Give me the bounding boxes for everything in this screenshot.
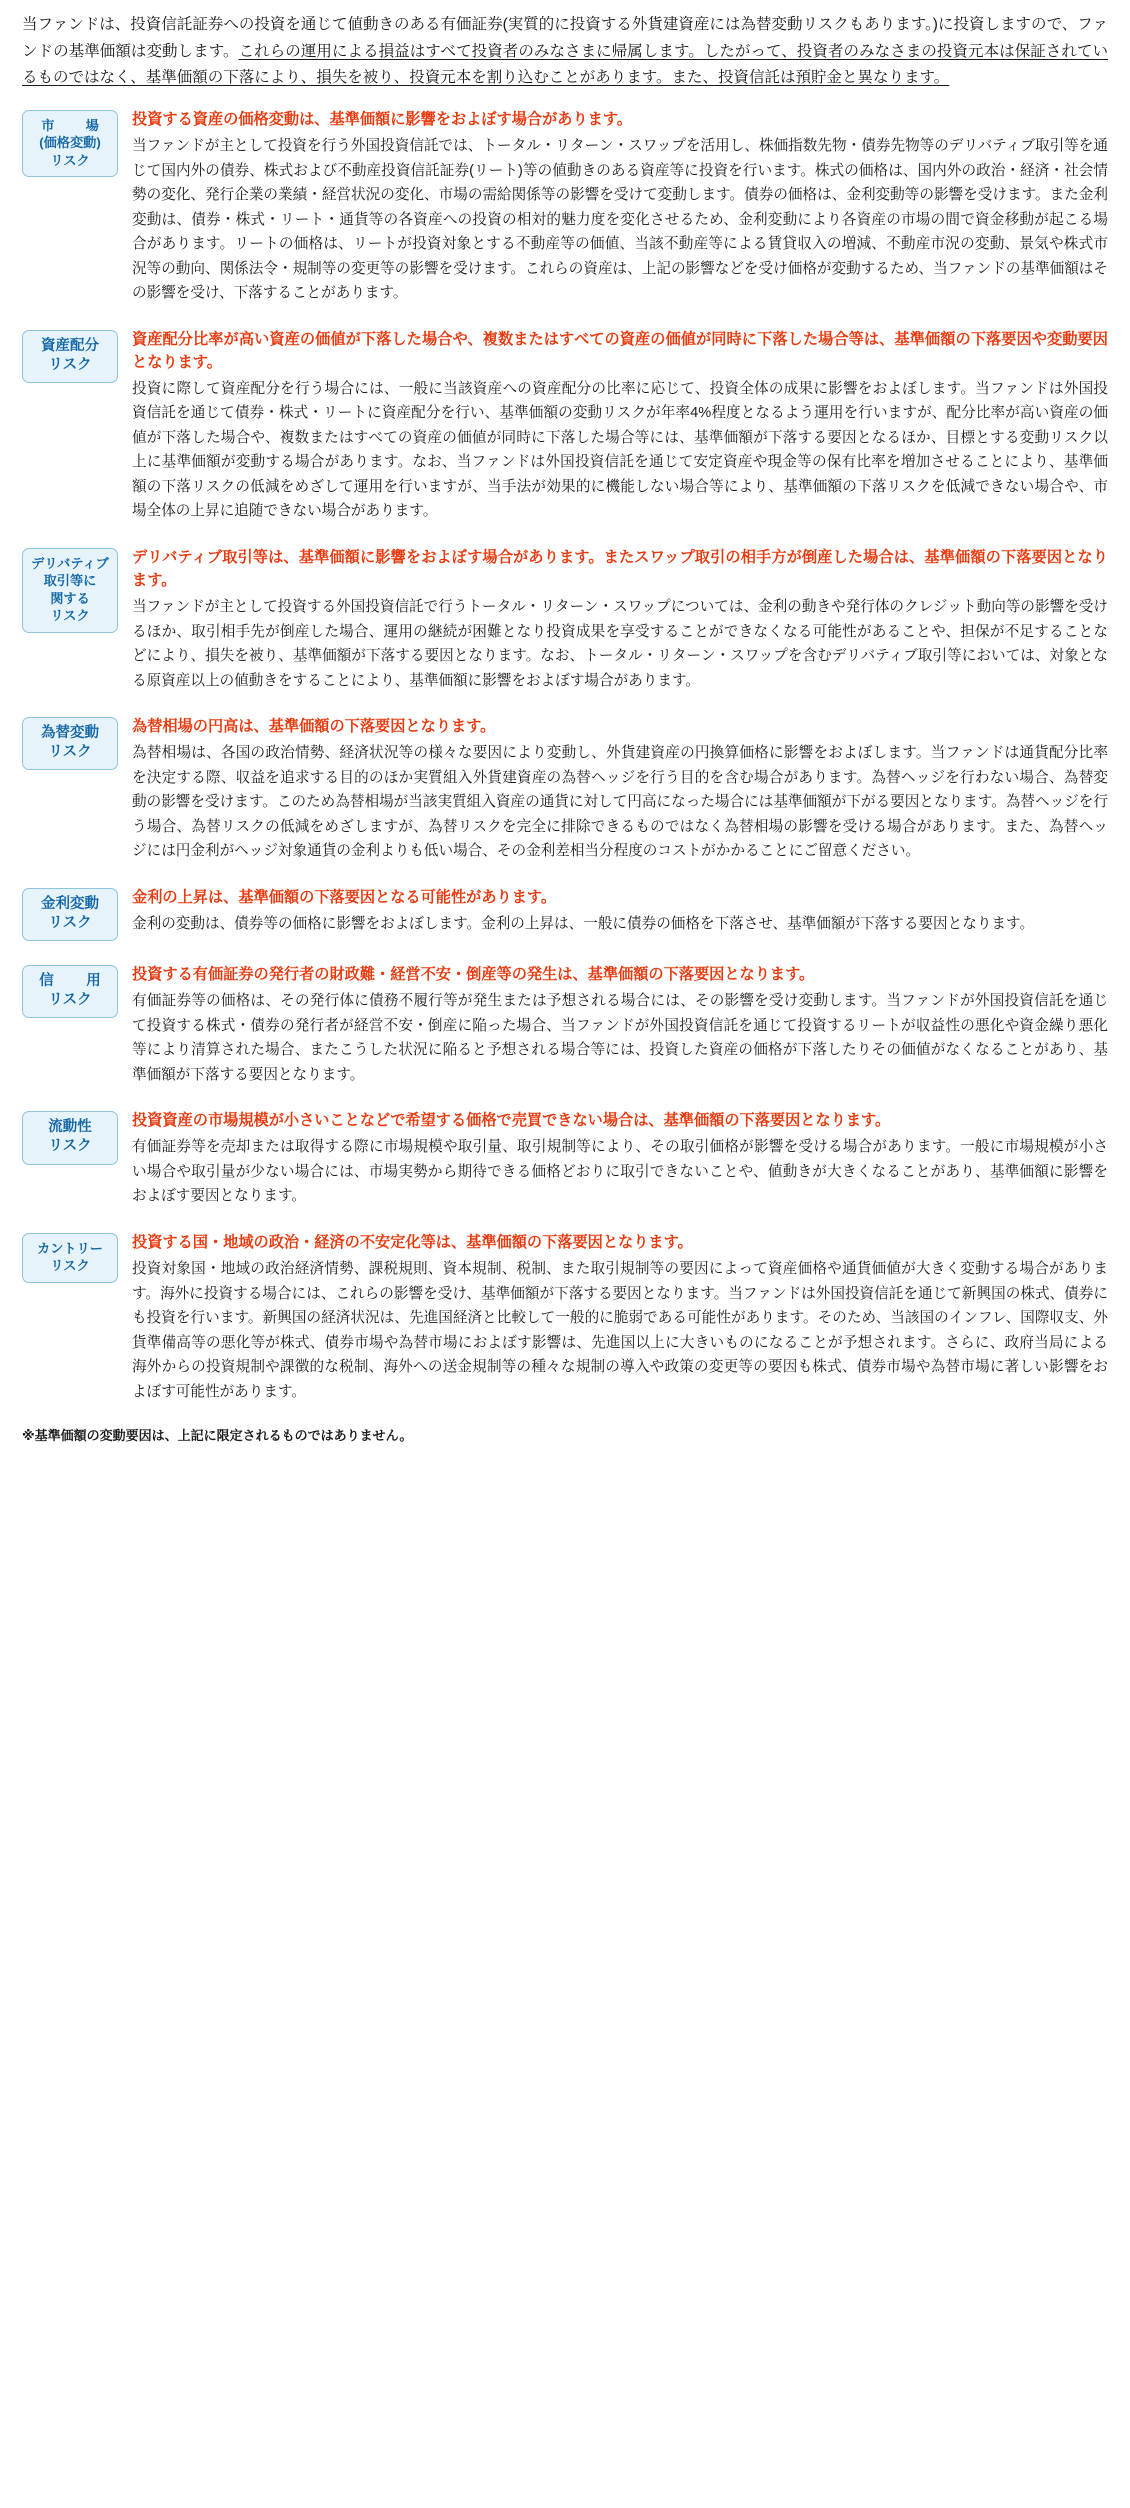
risk-description: 当ファンドが主として投資を行う外国投資信託では、トータル・リターン・スワップを活用し、株価指数先物・債券先物等のデリバティブ取引等を通じて国内外の債券、株式および不動産投資信託証券(リート)等の値動きのある資産等に投資を行います。株式の価格は、国内外の政治・経済・社会情勢の変化、発行企業の業績・経営状況の変化、市場の需給関係等の影響を受けて変動します。債券の価格は、金利変動等の影響を受けます。また金利変動は、債券・株式・リート・通貨等の各資産への投資の相対的魅力度を変化させるため、金利変動により各資産の市場の間で資金移動が起こる場合があります。リートの価格は、リートが投資対象とする不動産等の価値、当該不動産等による賃貸収入の増減、不動産市況の変動、景気や株式市況等の動向、関係法令・規制等の変更等の影響を受けます。これらの資産は、上記の影響などを受け価格が変動するため、当ファンドの基準価額はその影響を受け、下落することがあります。 [132,138,1108,302]
risk-tag-line: リスク [48,744,92,761]
risk-tag-interest-rate [22,888,118,941]
risk-tag-derivatives [22,548,118,633]
risk-item-interest-rate [22,886,1108,941]
risk-tag-line: リスク [50,608,90,624]
risk-item-country [22,1231,1108,1404]
risk-tag-market [22,110,118,177]
risk-tag-line: 信 用 [39,973,110,990]
footnote: ※基準価額の変動要因は、上記に限定されるものではありません。 [22,1428,413,1444]
risk-tag-asset-allocation [22,330,118,383]
risk-tag-line: 金利変動 [41,895,99,912]
risk-description: 為替相場は、各国の政治情勢、経済状況等の様々な要因により変動し、外貨建資産の円換算価格に影響をおよぼします。当ファンドは通貨配分比率を決定する際、収益を追求する目的のほか実質組入外貨建資産の為替ヘッジを行う目的を含む場合があります。為替ヘッジを行わない場合、為替変動の影響を受けます。このため為替相場が当該実質組入資産の通貨に対して円高になった場合には基準価額が下がる要因となります。為替ヘッジを行う場合、為替リスクの低減をめざしますが、為替リスクを完全に排除できるものではなく為替相場の影響を受ける場合があります。また、為替ヘッジには円金利がヘッジ対象通貨の金利よりも低い場合、その金利差相当分程度のコストがかかることにご留意ください。 [132,745,1108,860]
risk-item-asset-allocation [22,328,1108,524]
risk-heading: 投資資産の市場規模が小さいことなどで希望する価格で売買できない場合は、基準価額の下落要因となります。 [132,1112,891,1130]
risk-heading: 投資する国・地域の政治・経済の不安定化等は、基準価額の下落要因となります。 [132,1233,693,1251]
risk-description: 当ファンドが主として投資する外国投資信託で行うトータル・リターン・スワップについては、金利の動きや発行体のクレジット動向等の影響を受けるほか、取引相手先が倒産した場合、運用の継続が困難となり投資成果を享受することができなくなる可能性があることや、担保が不足することなどにより、損失を被り、基準価額が下落する要因となります。なお、トータル・リターン・スワップを含むデリバティブ取引等においては、対象となる原資産以上の値動きをすることにより、基準価額に影響をおよぼす場合があります。 [132,599,1108,689]
risk-tag-currency [22,717,118,770]
risk-heading: 為替相場の円高は、基準価額の下落要因となります。 [132,718,496,736]
risk-heading: デリバティブ取引等は、基準価額に影響をおよぼす場合があります。またスワップ取引の相手方が倒産した場合は、基準価額の下落要因となります。 [132,548,1108,590]
risk-tag-line: リスク [50,1258,90,1274]
risk-item-currency [22,715,1108,864]
risk-tag-line: (価格変動) [39,135,101,151]
risk-item-credit [22,963,1108,1087]
risk-item-market [22,108,1108,306]
risk-description: 投資に際して資産配分を行う場合には、一般に当該資産への資産配分の比率に応じて、投資全体の成果に影響をおよぼします。当ファンドは外国投資信託を通じて債券・株式・リートに資産配分を行い、基準価額の変動リスクが年率4%程度となるよう運用を行いますが、配分比率が高い資産の価値が下落した場合や、複数またはすべての資産の価値が同時に下落した場合等には、基準価額が下落する要因となるほか、目標とする変動リスク以上に基準価額が変動する場合があります。なお、当ファンドは外国投資信託を通じて安定資産や現金等の保有比率を増加させることにより、基準価額の下落リスクの低減をめざして運用を行いますが、当手法が効果的に機能しない場合等により、基準価額の下落リスクを低減できない場合や、市場全体の上昇に追随できない場合があります。 [132,380,1108,520]
risk-tag-credit [22,965,118,1018]
risk-description: 有価証券等を売却または取得する際に市場規模や取引量、取引規制等により、その取引価格が影響を受ける場合があります。一般に市場規模が小さい場合や取引量が少ない場合には、市場実勢から期待できる価格どおりに取引できないことや、値動きが大きくなることがあり、基準価額に影響をおよぼす要因となります。 [132,1139,1108,1205]
risk-tag-line: デリバティブ [31,555,109,571]
risk-item-derivatives [22,546,1108,693]
risk-description: 金利の変動は、債券等の価格に影響をおよぼします。金利の上昇は、一般に債券の価格を下落させ、基準価額が下落する要因となります。 [132,915,1035,932]
risk-tag-line: 資産配分 [41,337,99,354]
risk-tag-line: リスク [48,915,92,931]
risk-heading: 金利の上昇は、基準価額の下落要因となる可能性があります。 [132,888,557,906]
risk-tag-liquidity [22,1111,118,1164]
intro-paragraph [22,12,1108,92]
intro-underlined-text: これらの運用による損益はすべて投資者のみなさまに帰属します。したがって、投資者のみなさまの投資元本は保証されているものではなく、基準価額の下落により、損失を被り、投資元本を割り込むことがあります。また、投資信託は預貯金と異なります。 [22,42,1108,87]
risk-tag-line: 取引等に [43,573,97,589]
risk-body [132,108,1108,306]
risk-heading: 投資する有価証券の発行者の財政難・経営不安・倒産等の発生は、基準価額の下落要因となります。 [132,966,815,984]
risk-tag-line: カントリー [37,1240,103,1256]
risk-tag-line: 為替変動 [41,725,99,742]
risk-tag-country [22,1233,118,1283]
risk-body [132,715,1108,864]
intro-text: 当ファンドは、投資信託証券への投資を通じて値動きのある有価証券(実質的に投資する外貨建資産には為替変動リスクもあります。)に投資しますので、ファンドの基準価額は変動します。 [22,16,1108,60]
risk-item-liquidity [22,1109,1108,1209]
risk-body [132,1109,1108,1209]
risk-body [132,886,1108,937]
risk-tag-line: 関する [50,590,90,606]
risk-description: 投資対象国・地域の政治経済情勢、課税規則、資本規制、税制、また取引規制等の要因によって資産価格や通貨価値が大きく変動する場合があります。海外に投資する場合には、これらの影響を受け、基準価額が下落する要因となります。当ファンドは外国投資信託を通じて新興国の株式、債券にも投資を行います。新興国の経済状況は、先進国経済と比較して一般的に脆弱である可能性があります。そのため、当該国のインフレ、国際収支、外貨準備高等の悪化等が株式、債券市場や為替市場におよぼす影響は、先進国以上に大きいものになることが予想されます。さらに、政府当局による海外からの投資規制や課徴的な税制、海外への送金規制等の種々な規制の導入や政策の変更等の要因も株式、債券市場や為替市場に著しい影響をおよぼす可能性があります。 [132,1261,1108,1400]
risk-body [132,328,1108,524]
risk-body [132,546,1108,693]
risk-tag-line: リスク [48,356,92,373]
risk-tag-line: リスク [50,152,90,168]
risk-tag-line: 流動性 [48,1119,92,1136]
risk-tag-line: リスク [48,1138,92,1155]
risk-tag-line: 市 場 [41,117,108,133]
risk-description: 有価証券等の価格は、その発行体に債務不履行等が発生または予想される場合には、その影響を受け変動します。当ファンドが外国投資信託を通じて投資する株式・債券の発行者が経営不安・倒産に陥った場合、当ファンドが外国投資信託を通じて投資するリートが収益性の悪化や資金繰り悪化等により清算された場合、またこうした状況に陥ると予想される場合等には、投資した資産の価格が下落したりその価値がなくなることがあり、基準価額が下落する要因となります。 [132,993,1108,1083]
risk-heading: 資産配分比率が高い資産の価値が下落した場合や、複数またはすべての資産の価値が同時に下落した場合等は、基準価額の下落要因や変動要因となります。 [132,330,1108,371]
risk-heading: 投資する資産の価格変動は、基準価額に影響をおよぼす場合があります。 [132,110,632,128]
risk-tag-line: リスク [48,992,92,1009]
risk-list [22,108,1108,1404]
risk-body [132,1231,1108,1404]
risk-body [132,963,1108,1087]
